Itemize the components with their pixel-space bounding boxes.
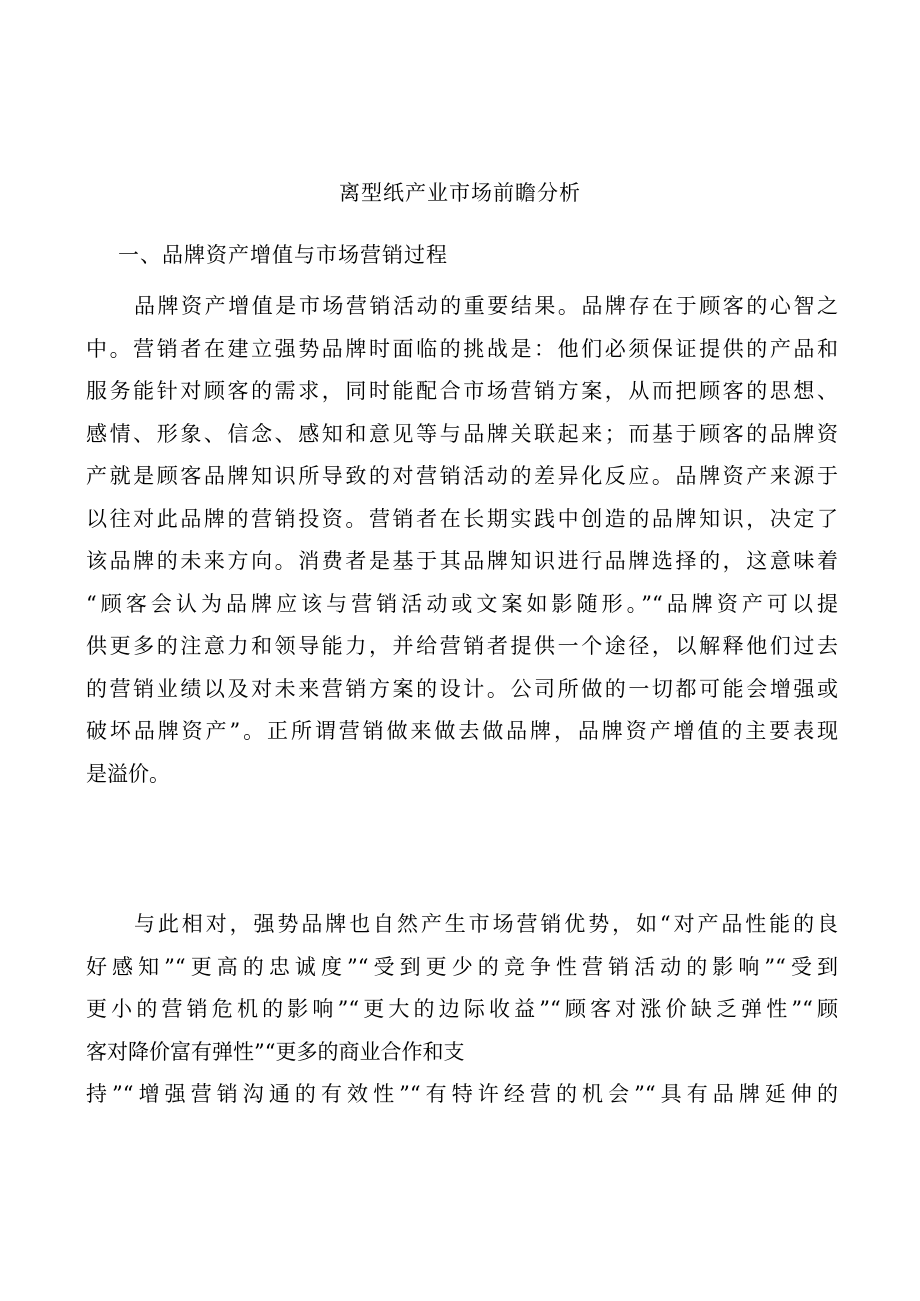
paragraph-line: 是溢价。 bbox=[86, 761, 170, 786]
paragraph-line: 更小的营销危机的影响”“更大的边际收益”“顾客对涨价缺乏弹性”“顾 bbox=[86, 997, 838, 1021]
paragraph-line: 持”“增强营销沟通的有效性”“有特许经营的机会”“具有品牌延伸的 bbox=[86, 1082, 838, 1106]
document-title: 离型纸产业市场前瞻分析 bbox=[339, 181, 581, 205]
paragraph-line: 服务能针对顾客的需求，同时能配合市场营销方案，从而把顾客的思想、 bbox=[86, 379, 838, 403]
paragraph-line: 客对降价富有弹性”“更多的商业合作和支 bbox=[86, 1039, 465, 1064]
paragraph-1 bbox=[86, 285, 838, 795]
paragraph-line: 与此相对，强势品牌也自然产生市场营销优势，如“对产品性能的良 bbox=[134, 912, 838, 936]
paragraph-line: 感情、形象、信念、感知和意见等与品牌关联起来；而基于顾客的品牌资 bbox=[86, 421, 838, 446]
paragraph-line: 产就是顾客品牌知识所导致的对营销活动的差异化反应。品牌资产来源于 bbox=[86, 464, 838, 488]
paragraph-line: 供更多的注意力和领导能力，并给营销者提供一个途径，以解释他们过去 bbox=[86, 634, 838, 658]
paragraph-line: 中。营销者在建立强势品牌时面临的挑战是：他们必须保证提供的产品和 bbox=[86, 336, 838, 361]
paragraph-line: 该品牌的未来方向。消费者是基于其品牌知识进行品牌选择的，这意味着 bbox=[86, 549, 838, 573]
paragraph-line: 破坏品牌资产”。正所谓营销做来做去做品牌，品牌资产增值的主要表现 bbox=[86, 719, 838, 743]
paragraph-line: 以往对此品牌的营销投资。营销者在长期实践中创造的品牌知识，决定了 bbox=[86, 506, 838, 531]
paragraph-line: “顾客会认为品牌应该与营销活动或文案如影随形。”“品牌资产可以提 bbox=[86, 591, 838, 616]
section-heading: 一、品牌资产增值与市场营销过程 bbox=[118, 243, 448, 267]
paragraph-line: 好感知”“更高的忠诚度”“受到更少的竞争性营销活动的影响”“受到 bbox=[86, 954, 838, 979]
paragraph-2 bbox=[86, 903, 838, 1116]
paragraph-line: 的营销业绩以及对未来营销方案的设计。公司所做的一切都可能会增强或 bbox=[86, 676, 838, 701]
paragraph-line: 品牌资产增值是市场营销活动的重要结果。品牌存在于顾客的心智之 bbox=[134, 294, 838, 318]
